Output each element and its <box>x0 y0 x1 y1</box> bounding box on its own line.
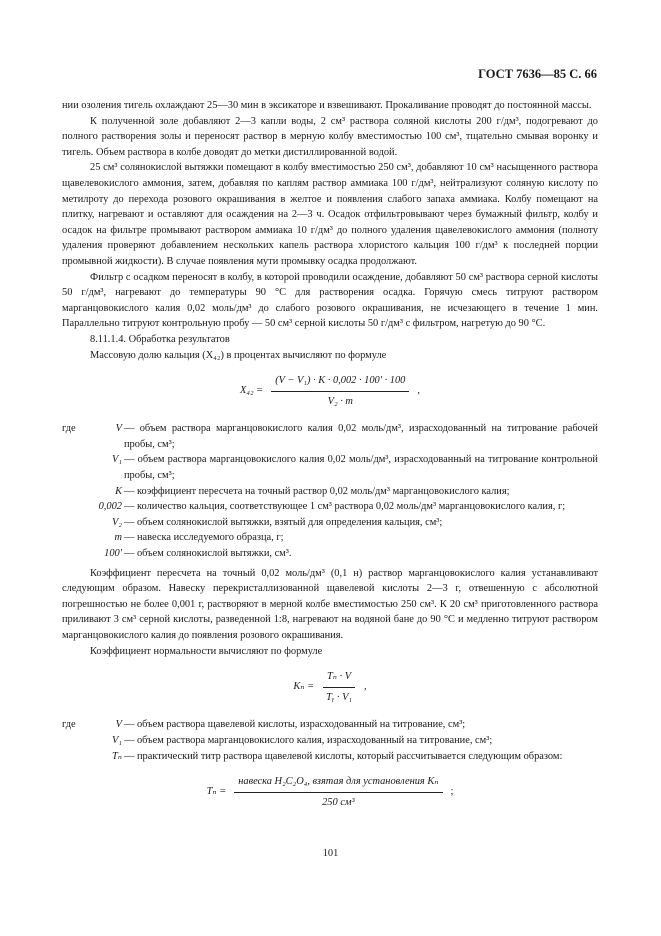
legend-text: — количество кальция, соответствующее 1 см³ раствора 0,02 моль/дм³ марганцовокислого калия, г; <box>124 501 566 513</box>
legend-key: V₂ <box>112 516 122 528</box>
formula-lhs: Kₙ = <box>293 681 315 693</box>
legend-text: — объем раствора марганцовокислого калия 0,02 моль/дм³, израсходованный на титрование рабочей пробы, см³; <box>124 423 598 450</box>
page-header: ГОСТ 7636—85 С. 66 <box>478 67 597 81</box>
formula-fraction <box>322 669 356 705</box>
formula-tail: , <box>364 681 367 693</box>
paragraph: К полученной золе добавляют 2—3 капли воды, 2 см³ раствора соляной кислоты 200 г/дм³, подогревают до полного растворения золы и переносят раствор в мерную колбу вместимостью 100 см³, тщательно смывая воронку и тигель. Объем раствора в колбе доводят до метки дистиллированной водой. <box>62 115 598 158</box>
legend-key: Tₙ <box>112 750 122 762</box>
legend-where <box>62 515 90 531</box>
legend-where <box>62 733 90 749</box>
document-body <box>62 98 598 822</box>
formula-lhs: X₄₂ = <box>240 385 264 397</box>
page-number: 101 <box>322 848 339 859</box>
formula-denominator: Tᵧ · V₁ <box>326 691 353 703</box>
legend-where <box>62 484 90 500</box>
paragraph: Коэффициент пересчета на точный 0,02 моль/дм³ (0,1 н) раствор марганцовокислого калия устанавливают следующим образом. Навеску перекристаллизованной щавелевой кислоты 2—3 г, отвешенную с абсолютной погрешностью не более 0,001 г, растворяют в мерной колбе вместимостью 250 см³. К 20 см³ приготовленного раствора приливают 3 см³ серной кислоты, разведенной 1:8, нагревают на водяной бане до 90 °С и медленно титруют раствором марганцовокислого калия до появления розового окрашивания. <box>62 567 598 641</box>
formula-numerator: навеска H₂C₂O₄, взятая для установления Kₙ <box>234 774 442 793</box>
legend-key: V₁ <box>112 454 122 466</box>
legend-key: 0,002 <box>98 501 122 513</box>
formula-normality <box>62 669 598 705</box>
legend-text: — объем солянокислой вытяжки, см³. <box>124 548 292 560</box>
legend-key: K <box>115 485 122 497</box>
paragraph: Фильтр с осадком переносят в колбу, в которой проводили осаждение, добавляют 50 см³ раствора серной кислоты 50 г/дм³, нагревают до температуры 90 °С для растворения осадка. Горячую смесь титруют раствором марганцовокислого калия 0,02 моль/дм³ до слабого розового окрашивания, не исчезающего в течение 1 мин. Параллельно титруют контрольную пробу — 50 см³ серной кислоты 50 г/дм³ с фильтром, нагретую до 90 °С. <box>62 271 598 330</box>
paragraph: нии озоления тигель охлаждают 25—30 мин в эксикаторе и взвешивают. Прокаливание проводят до постоянной массы. <box>62 100 592 111</box>
legend-row <box>62 733 598 749</box>
legend-where <box>62 530 90 546</box>
legend-where <box>62 749 90 765</box>
formula-denominator: V₂ · m <box>327 395 353 407</box>
legend-key: V <box>115 423 122 435</box>
formula-numerator: (V − V₁) · K · 0,002 · 100′ · 100 <box>271 373 409 392</box>
legend-key: V <box>115 719 122 731</box>
legend-normality <box>62 717 598 764</box>
legend-row <box>62 452 598 483</box>
legend-row <box>62 499 598 515</box>
legend-row <box>62 546 598 562</box>
legend-text: — навеска исследуемого образца, г; <box>124 532 284 544</box>
legend-key: m <box>114 532 122 544</box>
legend-text: — объем раствора щавелевой кислоты, израсходованный на титрование, см³; <box>124 719 466 731</box>
paragraph: 25 см³ солянокислой вытяжки помещают в колбу вместимостью 250 см³, добавляют 10 см³ насыщенного раствора щавелевокислого аммония, затем, добавляя по каплям раствор аммиака 100 г/дм³, нейтрализуют соляную кислоту по метилроту до перехода розового окрашивания в желтое и появления слабого запаха аммиака. Колбу помещают на плитку, нагревают и оставляют для осаждения на 2—3 ч. Осадок отфильтровывают через бумажный фильтр, колбу и осадок на фильтре промывают раствором аммиака 10 г/дм³ до полного удаления щавелевокислого аммония (полноту удаления проверяют добавлением нескольких капель раствора хлористого кальция 100 г/дм³ к последней порции промывной жидкости). В случае появления мути промывку осадка продолжают. <box>62 162 598 267</box>
legend-text: — объем солянокислой вытяжки, взятый для определения кальция, см³; <box>124 516 443 528</box>
formula-numerator: Tₙ · V <box>323 669 355 688</box>
formula-fraction <box>234 774 442 810</box>
legend-row <box>62 421 598 452</box>
formula-tail: ; <box>450 786 454 798</box>
legend-where <box>62 546 90 562</box>
legend-where <box>62 452 90 483</box>
legend-key: V₁ <box>112 734 122 746</box>
legend-row <box>62 717 598 733</box>
legend-where: где <box>62 423 76 435</box>
formula-calcium <box>62 373 598 409</box>
formula-denominator: 250 см³ <box>322 796 355 808</box>
section-heading: 8.11.1.4. Обработка результатов <box>90 333 230 345</box>
paragraph: Массовую долю кальция (X₄₂) в процентах вычисляют по формуле <box>90 349 387 361</box>
legend-text: — коэффициент пересчета на точный раствор 0,02 моль/дм³ марганцовокислого калия; <box>124 485 510 497</box>
legend-text: — практический титр раствора щавелевой кислоты, который рассчитывается следующим образом: <box>124 750 563 762</box>
formula-tail: , <box>417 385 420 397</box>
legend-row <box>62 749 598 765</box>
legend-where: где <box>62 719 76 731</box>
legend-row <box>62 515 598 531</box>
legend-text: — объем раствора марганцовокислого калия, израсходованный на титрование, см³; <box>124 734 493 746</box>
legend-calcium <box>62 421 598 561</box>
legend-where <box>62 499 90 515</box>
legend-row <box>62 530 598 546</box>
legend-text: — объем раствора марганцовокислого калия 0,02 моль/дм³, израсходованный на титрование контрольной пробы, см³; <box>124 454 598 482</box>
paragraph: Коэффициент нормальности вычисляют по формуле <box>90 645 323 657</box>
formula-titer <box>62 774 598 810</box>
legend-row <box>62 484 598 500</box>
formula-lhs: Tₙ = <box>206 786 227 798</box>
formula-fraction <box>271 373 409 409</box>
legend-key: 100′ <box>104 548 122 560</box>
